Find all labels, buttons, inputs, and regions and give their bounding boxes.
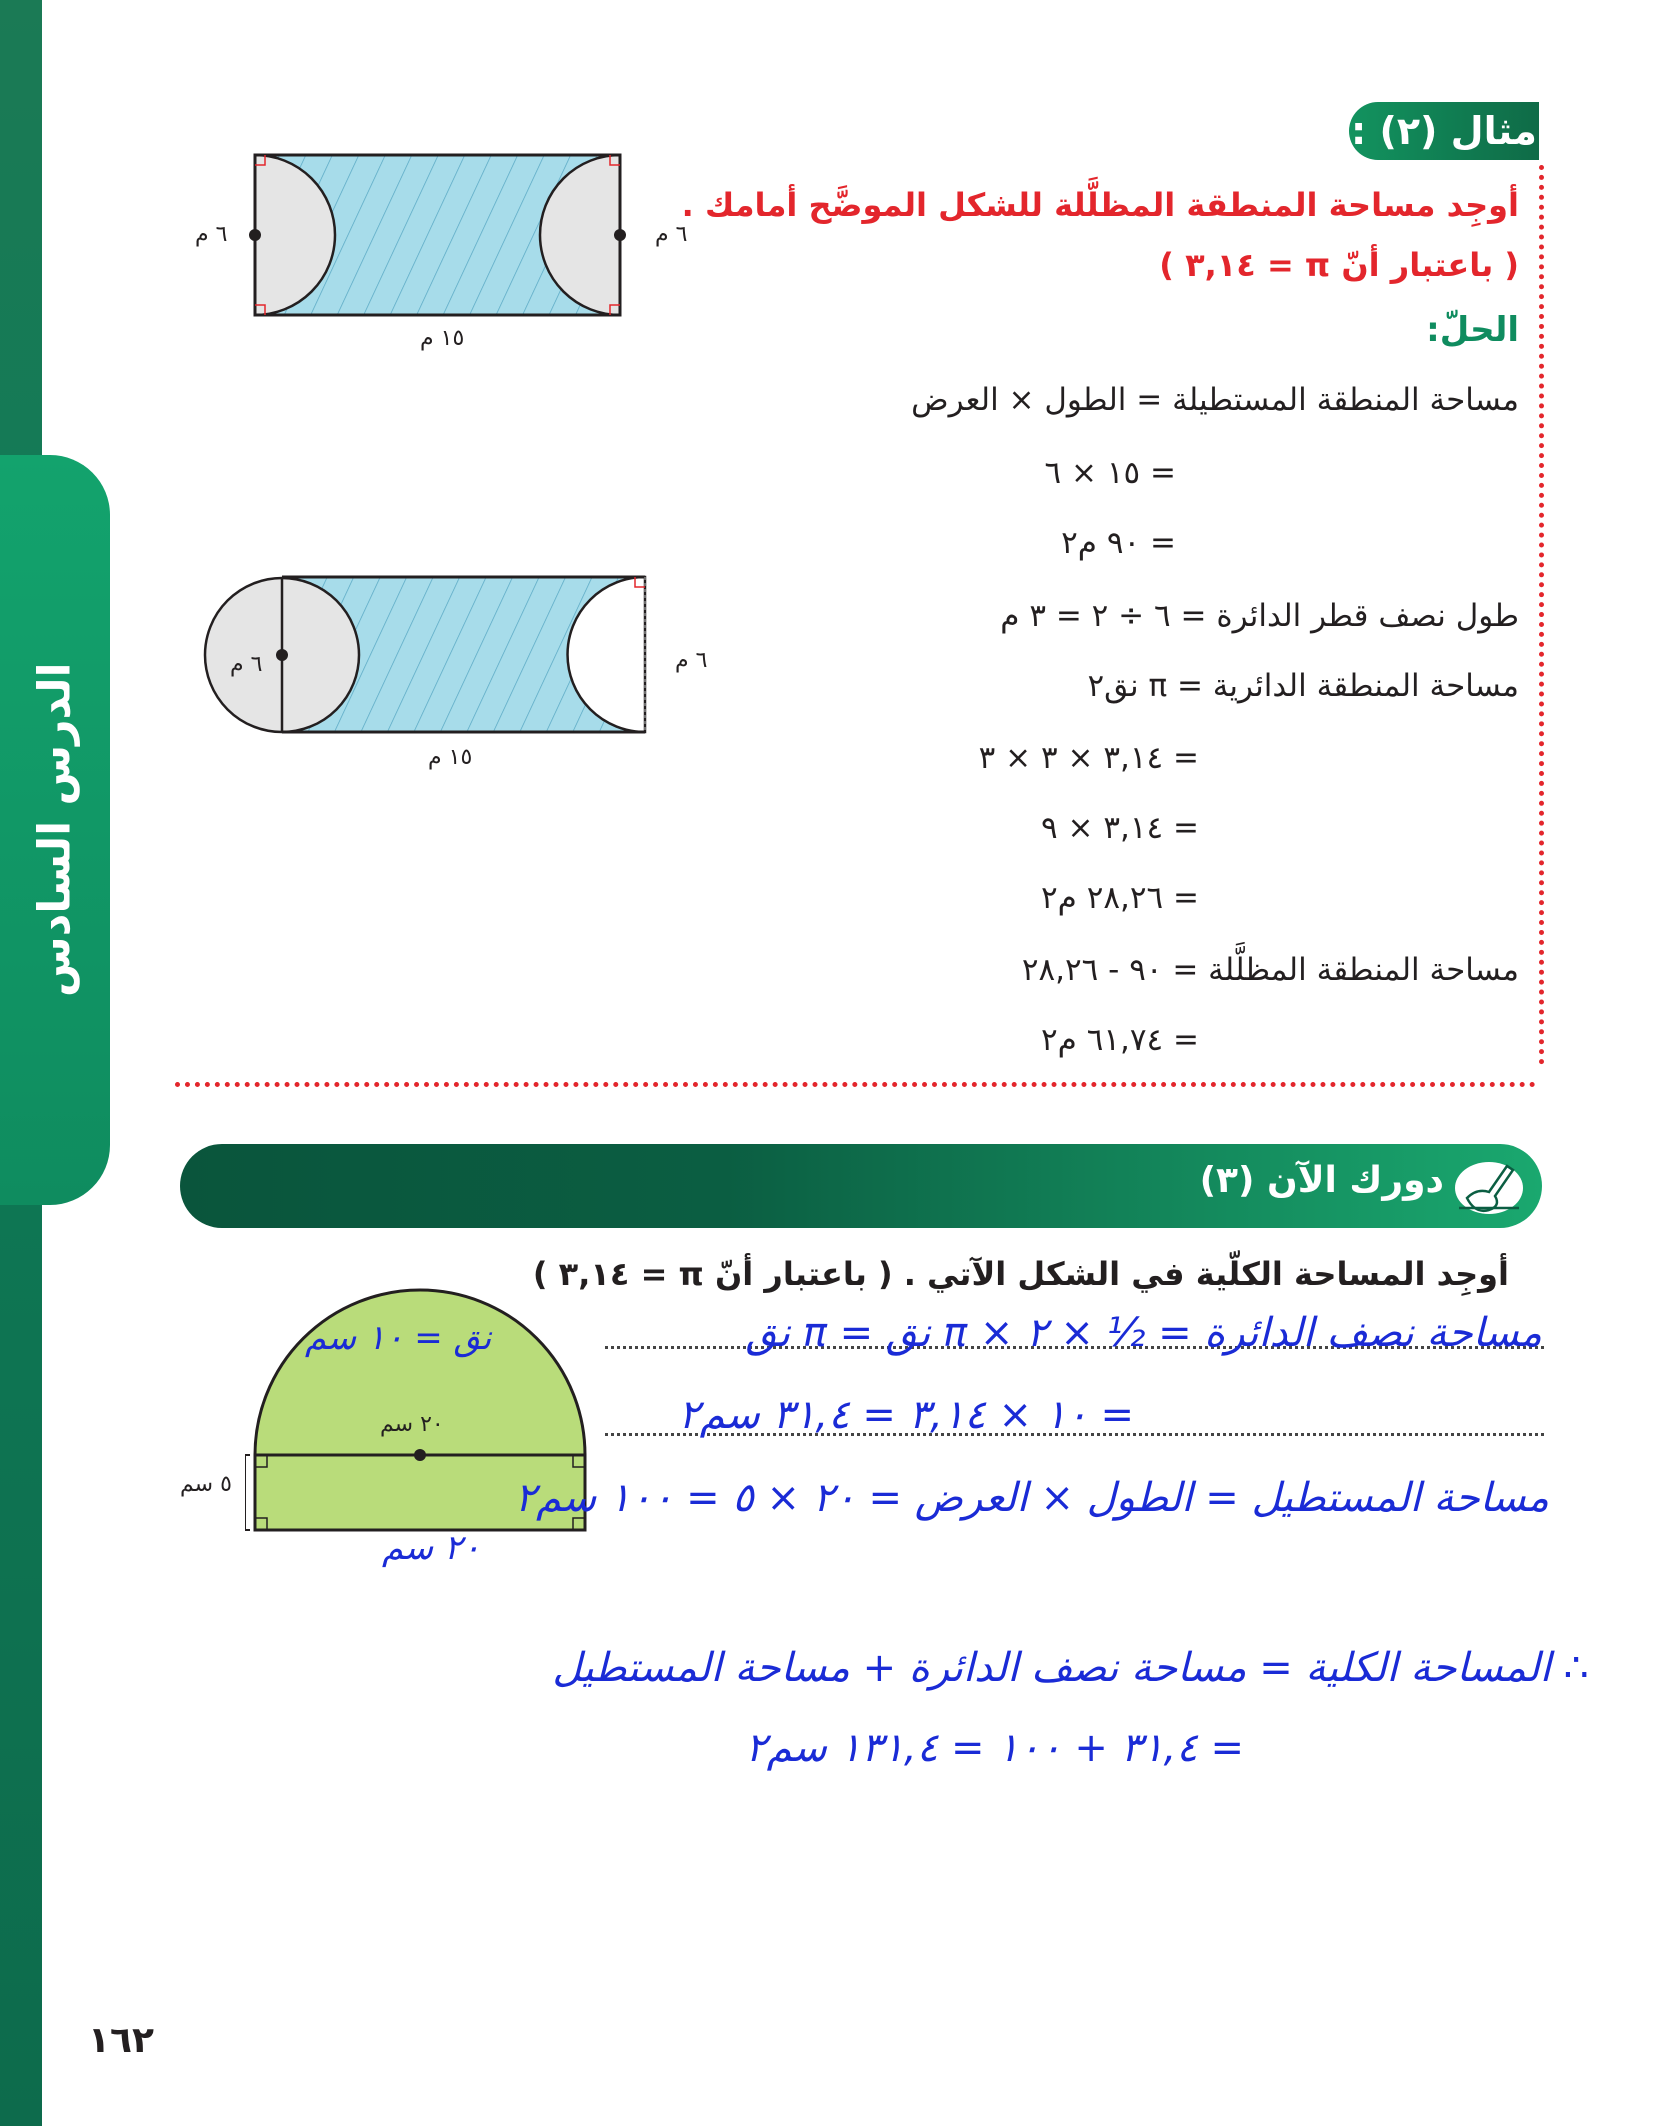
page-number: ١٦٢ — [88, 2020, 154, 2061]
figure-1-left-label: ٦ م — [195, 222, 228, 247]
solution-line: مساحة المنطقة الدائرية = π نق٢ — [1087, 668, 1519, 704]
example-question: أوجِد مساحة المنطقة المظلَّلة للشكل الموضَّح أمامك . — [681, 186, 1519, 224]
solution-label: الحلّ: — [1426, 310, 1519, 350]
solution-line: = ٦١,٧٤ م٢ — [1040, 1022, 1199, 1058]
handwritten-line: مساحة نصف الدائرة = ½ × ٢ × π نق = π نق — [745, 1310, 1542, 1356]
figure-3-height-label: ٥ سم — [180, 1472, 232, 1497]
solution-line: = ٩٠ م٢ — [1061, 525, 1176, 561]
figure-2-circle-and-rectangle — [200, 565, 680, 745]
example-border-bottom — [175, 1082, 1536, 1087]
solution-line: = ١٥ × ٦ — [1044, 455, 1176, 491]
figure-3-diameter-label: ٢٠ سم — [380, 1412, 444, 1437]
solution-line: طول نصف قطر الدائرة = ٦ ÷ ٢ = ٣ م — [1000, 598, 1519, 634]
example-pi-note: ( باعتبار أنّ π = ٣,١٤ ) — [1159, 246, 1519, 284]
solution-line: = ٣,١٤ × ٩ — [1041, 810, 1199, 846]
your-turn-question: أوجِد المساحة الكلّية في الشكل الآتي . ( باعتبار أنّ π = ٣,١٤ ) — [532, 1255, 1509, 1293]
handwritten-radius: نق = ١٠ سم — [305, 1318, 492, 1358]
your-turn-title: دورك الآن (٣) — [1199, 1160, 1444, 1201]
figure-2-right-label: ٦ م — [675, 648, 708, 673]
solution-line: مساحة المنطقة المستطيلة = الطول × العرض — [911, 382, 1519, 418]
figure-1-bottom-label: ١٥ م — [420, 326, 465, 351]
writing-hand-icon — [1449, 1150, 1529, 1220]
solution-line: = ٣,١٤ × ٣ × ٣ — [978, 740, 1199, 776]
figure-2-diameter-label: ٦ م — [230, 652, 263, 677]
solution-line: مساحة المنطقة المظلَّلة = ٩٠ - ٢٨,٢٦ — [1021, 952, 1519, 988]
lesson-title: الدرس السادس — [29, 662, 81, 998]
handwritten-line: = ١٠ × ٣,١٤ = ٣١,٤ سم٢ — [678, 1392, 1134, 1438]
solution-line: = ٢٨,٢٦ م٢ — [1040, 880, 1199, 916]
figure-1-right-label: ٦ م — [655, 222, 688, 247]
handwritten-line: مساحة المستطيل = الطول × العرض = ٢٠ × ٥ = ١٠٠ سم٢ — [514, 1475, 1549, 1521]
handwritten-bottom: ٢٠ سم — [382, 1528, 481, 1568]
example-badge: مثال (٢) : — [1349, 102, 1539, 160]
example-border-right — [1539, 165, 1544, 1065]
figure-2-bottom-label: ١٥ م — [428, 745, 473, 770]
handwritten-line: = ٣١,٤ + ١٠٠ = ١٣١,٤ سم٢ — [745, 1725, 1244, 1771]
handwritten-line: ∴ المساحة الكلية = مساحة نصف الدائرة + مساحة المستطيل — [552, 1645, 1589, 1691]
